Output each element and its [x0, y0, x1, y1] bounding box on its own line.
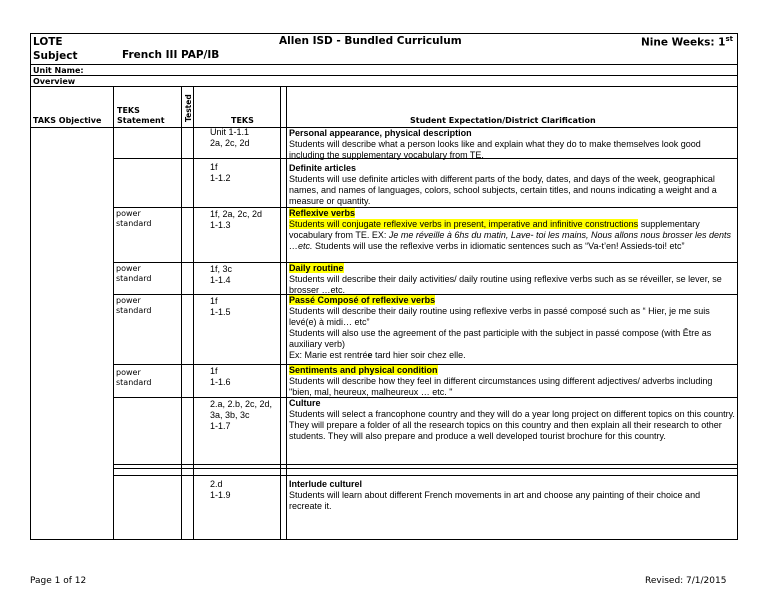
- curriculum-title: Allen ISD - Bundled Curriculum: [279, 35, 462, 47]
- course-name: French III PAP/IB: [122, 49, 220, 61]
- col-teks-statement: TEKS Statement: [117, 106, 165, 125]
- row-statement: power standard: [116, 209, 152, 228]
- table-row: [289, 263, 735, 296]
- row-statement: power standard: [116, 296, 152, 315]
- row-teks: 1f 1-1.6: [210, 366, 231, 387]
- row-title: Passé Composé of reflexive verbs: [289, 295, 436, 305]
- subject-label: LOTE Subject: [33, 36, 78, 62]
- row-teks: Unit 1-1.1 2a, 2c, 2d: [210, 127, 250, 148]
- row-title: Daily routine: [289, 263, 344, 273]
- row-teks: 1f, 2a, 2c, 2d 1-1.3: [210, 209, 263, 230]
- page-number: Page 1 of 12: [30, 576, 87, 586]
- row-title: Interlude culturel: [289, 479, 363, 489]
- row-body: Students will use definite articles with different parts of the body, dates, and days of the week, geographical names, and names of languages, colors, school subjects, certain titles, and nouns indicating a weight and a measure or quantity.: [289, 174, 717, 206]
- col-teks: TEKS: [231, 116, 254, 125]
- table-row: Interlude culturel Students will learn about different French movements in art and choose any painting of their choice and recreate it.: [289, 479, 735, 512]
- row-title: Culture: [289, 398, 321, 408]
- table-row: Culture Students will select a francophone country and they will do a year long project on different topics on this country. They will prepare a folder of all the research topics on this country and then explain all their research to other students. They will also prepare and produce a well developed tourist brochure for this country.: [289, 398, 735, 441]
- row-teks: 1f, 3c 1-1.4: [210, 264, 233, 285]
- nine-weeks: Nine Weeks: 1st: [641, 35, 733, 49]
- row-teks: 1f 1-1.5: [210, 296, 231, 317]
- table-row: [289, 163, 735, 207]
- table-row: Reflexive verbs Students will conjugate reflexive verbs in present, imperative and infinitive constructions supplementary vocabulary from TE. EX: Je me réveille à 6hs du matin, Lave- toi les mains, Nous allons nous brosser les dents …etc. Students will use the reflexive verbs in idiomatic sentences such as “Va-t’en! Assieds-toi! etc”: [289, 208, 732, 251]
- col-expectation: Student Expectation/District Clarification: [410, 116, 596, 125]
- row-body: Students will describe their daily activities/ daily routine using reflexive verbs such as se réveiller, se lever, se brosser …etc.: [289, 274, 722, 295]
- table-row: Passé Composé of reflexive verbs Students will describe their daily routine using reflexive verbs in passé composé such as “ Hier, je me suis levé(e) à midi… etc” Students will also use the agreement of the past participle with the subject in passé compose (with Être as auxiliary verb) Ex: Marie est rentrée tard hier soir chez elle.: [289, 295, 712, 360]
- col-taks-objective: TAKS Objective: [33, 116, 102, 125]
- row-title: Reflexive verbs: [289, 208, 356, 218]
- revised-date: Revised: 7/1/2015: [645, 576, 727, 586]
- row-body: Students will describe what a person looks like and explain what they do to make themselves look good including the supplementary vocabulary from TE.: [289, 139, 701, 160]
- row-title: Definite articles: [289, 163, 357, 173]
- unit-name-label: Unit Name:: [33, 66, 84, 75]
- row-teks: 1f 1-1.2: [210, 162, 231, 183]
- row-statement: power standard: [116, 368, 152, 387]
- table-row: [289, 128, 735, 161]
- overview-label: Overview: [33, 77, 76, 86]
- row-statement: power standard: [116, 264, 152, 283]
- row-teks: 2.a, 2.b, 2c, 2d, 3a, 3b, 3c 1-1.7: [210, 399, 273, 431]
- row-teks: 2.d 1-1.9: [210, 479, 231, 500]
- col-tested: Tested: [184, 94, 193, 122]
- row-title: Sentiments and physical condition: [289, 365, 438, 375]
- row-title: Personal appearance, physical description: [289, 128, 472, 138]
- table-row: Sentiments and physical condition Students will describe how they feel in different circumstances using different adjectives/ adverbs including "bien, mal, heureux, malheureux … etc. ": [289, 365, 713, 397]
